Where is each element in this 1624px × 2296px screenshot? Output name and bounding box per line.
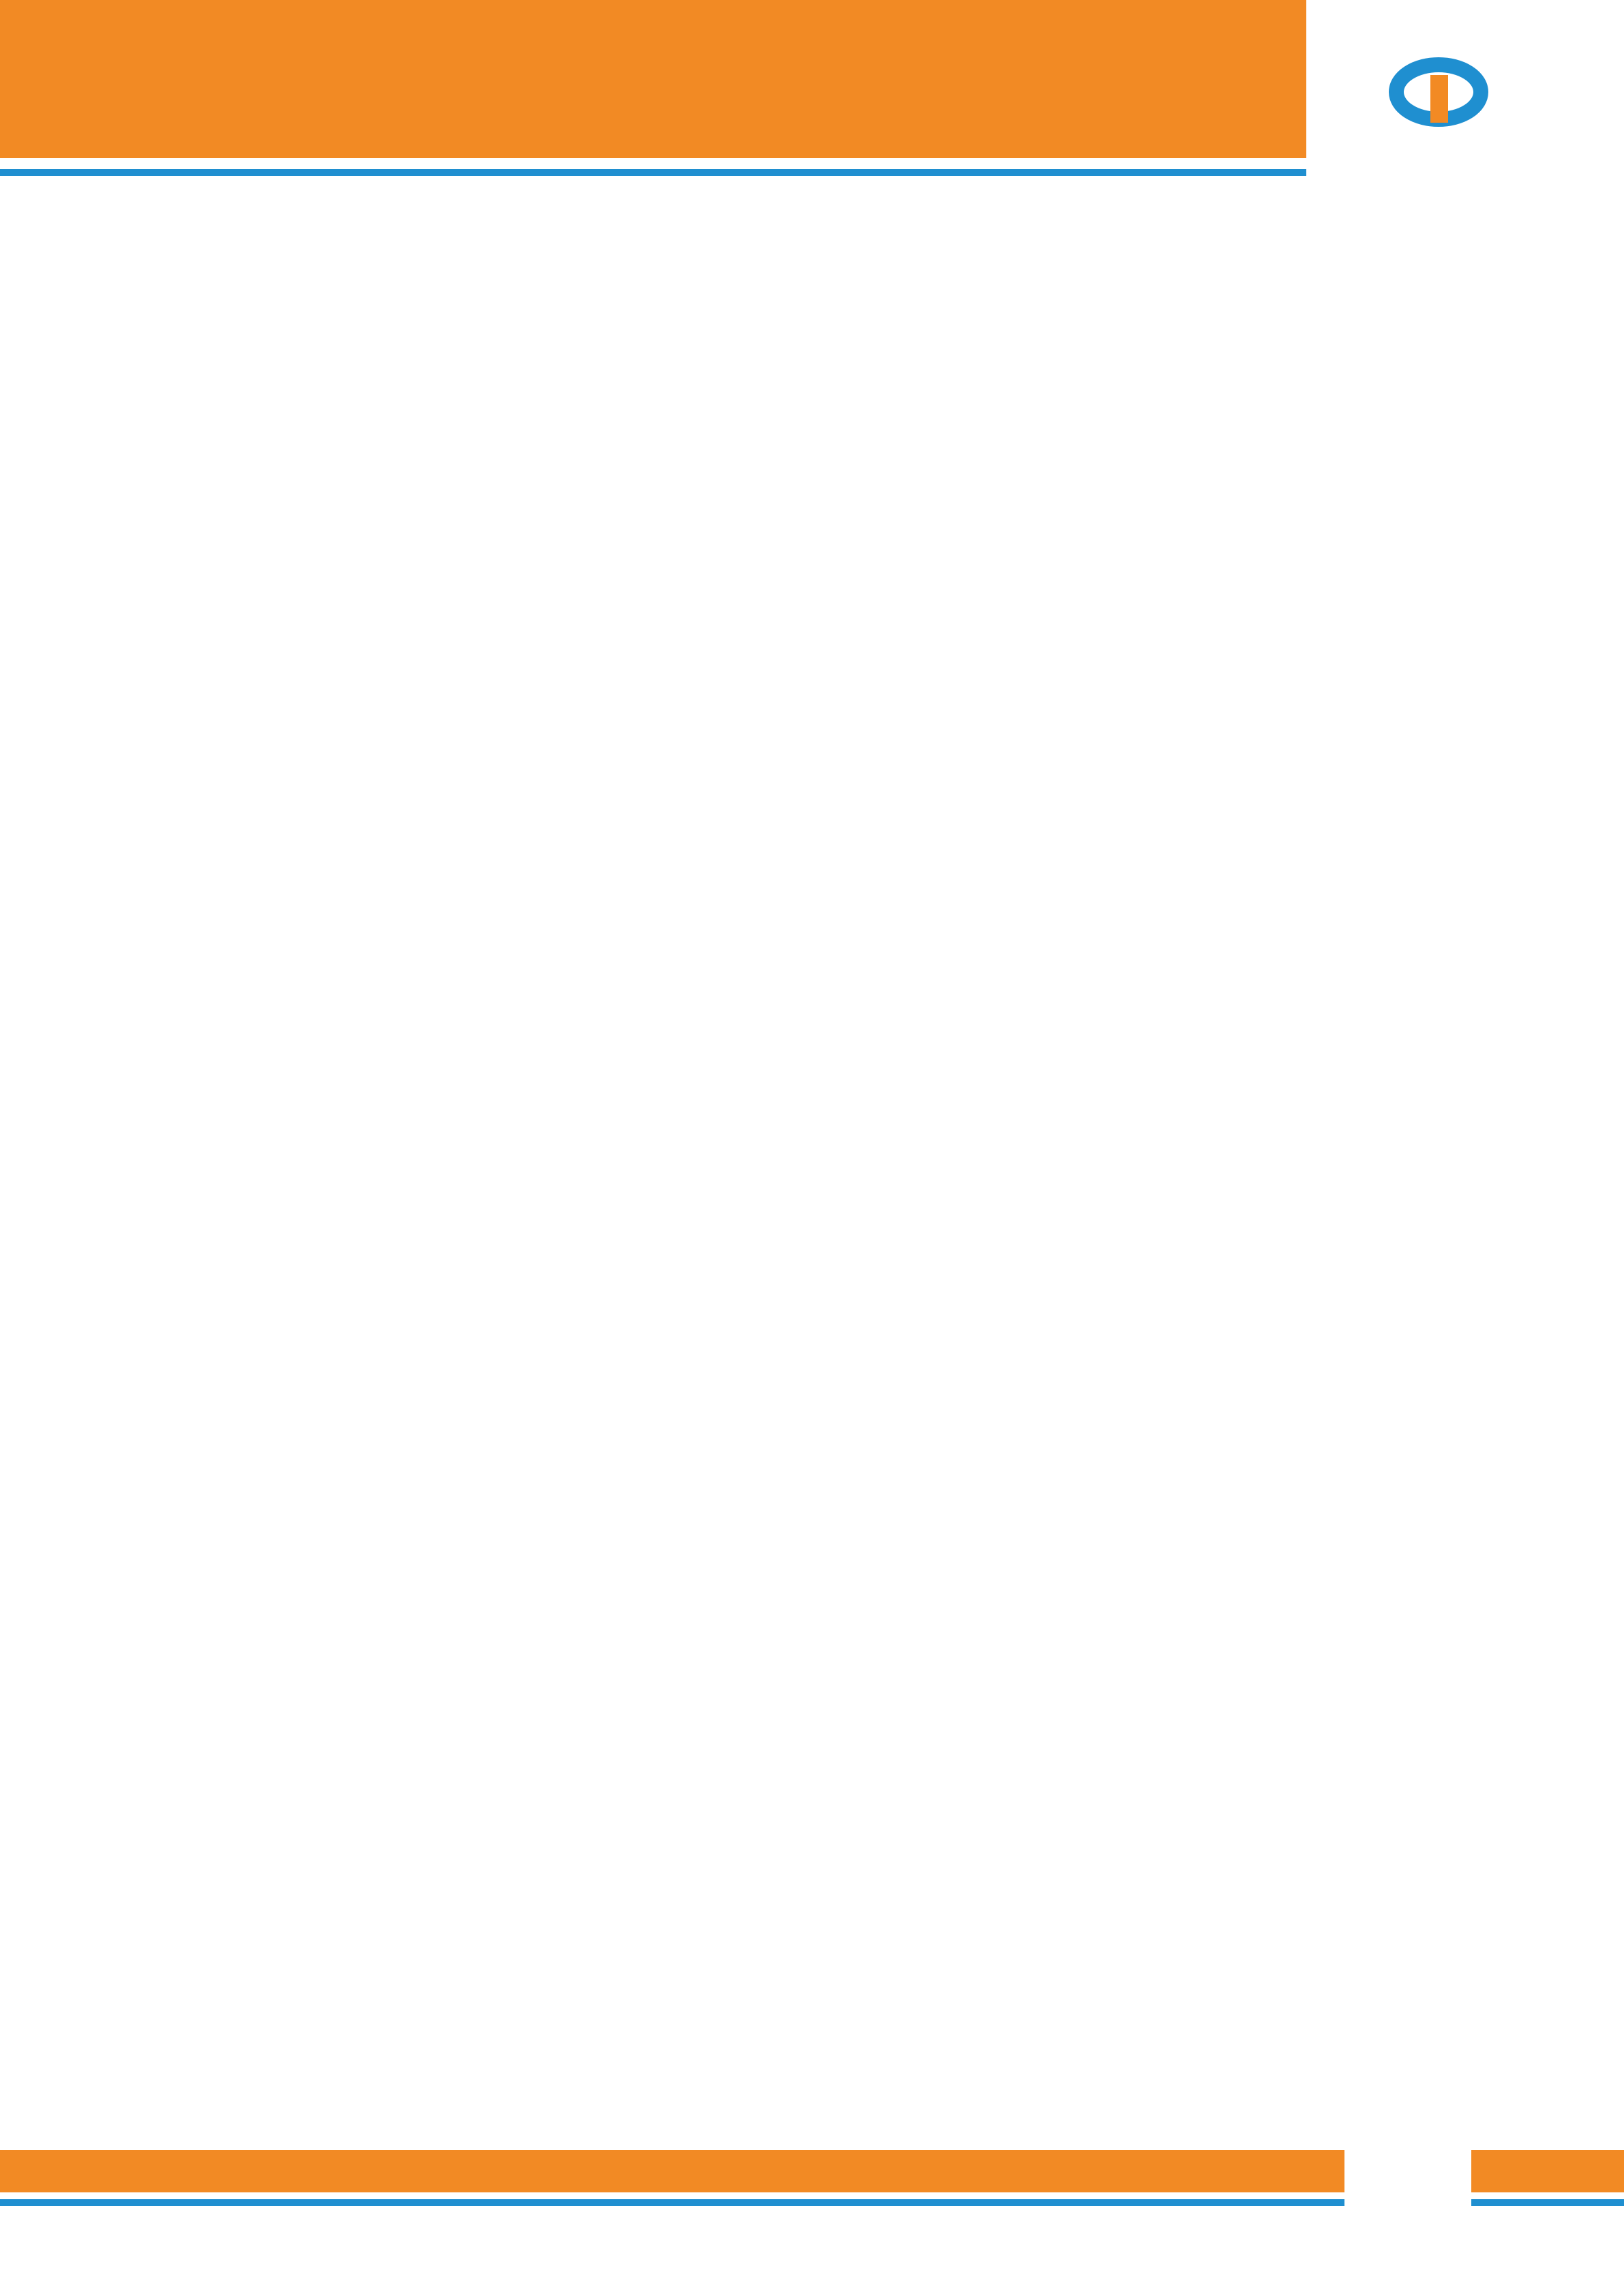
phoenix-logo-icon [1357, 55, 1520, 184]
footer-bar [0, 2150, 1344, 2192]
header-stripe [0, 169, 1306, 176]
footer-stripe-right [1471, 2199, 1624, 2206]
footer-bar-right [1471, 2150, 1624, 2192]
footer-stripe [0, 2199, 1344, 2206]
header-bar [0, 0, 1306, 158]
